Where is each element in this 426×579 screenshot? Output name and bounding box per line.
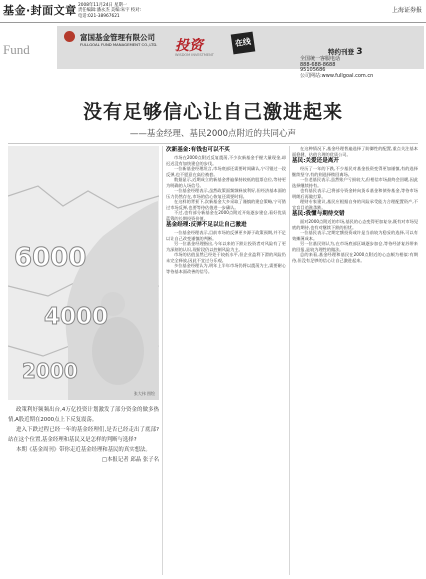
- article-column-2: [166, 146, 286, 575]
- section-heading: 次新基金:有钱也可以不买: [166, 147, 230, 153]
- title-divider: [8, 143, 418, 144]
- page-header: [0, 0, 426, 23]
- article-paragraph: 一位老基民表示,虽然账户亏损较大,但相信市场最终会回暖,因此选择继续持有。: [292, 177, 418, 188]
- article-subtitle: ——基金经理、基民2000点附近的共同心声: [129, 129, 297, 139]
- article-paragraph: 市场在2000点附近反复震荡,不少次新基金手握大量现金,却迟迟没有加快建仓的步伐。: [166, 155, 286, 166]
- article-paragraph: 政策利好频频出台,4万亿投资计划激发了部分资金的做多热情,A股近期在2000点上下反复震荡。: [8, 407, 159, 423]
- article-column-3: [292, 146, 418, 575]
- article-paragraph: 进入下跌过程已经一年的基金经理们,是否已经走出了底部?站在这个位置,基金经理和基民又是怎样的判断与选择?: [8, 427, 159, 443]
- column-title: 投资: [175, 38, 203, 54]
- column-subtitle: WISDOM INVESTMENT: [175, 53, 214, 57]
- company-website: 公司网站:www.fullgoal.com.cn: [300, 72, 374, 79]
- phone-label: 全国统一客服电话: [300, 56, 341, 62]
- illustration-art: [8, 146, 159, 400]
- header-date: 2008年11月24日 星期一: [78, 3, 128, 8]
- special-number: 3: [356, 47, 363, 57]
- header-phone: 电话:021-38967621: [78, 13, 120, 19]
- phone-number-2: 95105686: [300, 67, 326, 73]
- publication-name: 上海证券报: [391, 7, 422, 14]
- section-heading: 基民:关爱还是离开: [292, 158, 339, 164]
- article-paragraph: 本期《基金周刊》带你走近基金经理和基民的真实想法。: [16, 447, 151, 453]
- fund-label: Fund: [3, 42, 30, 57]
- article-paragraph: 一位基金经理表示,虽然政策面频频释放利好,但经济基本面的压力仍然存在,市场的信心恢复还需要时间。: [166, 188, 286, 199]
- article-column-1: [8, 405, 159, 575]
- article-paragraph: 市场的估值虽然已经处于较低水平,但企业盈利下滑的风险仍未完全释放,因此不宜过分乐观。: [166, 252, 286, 263]
- online-badge: 在线: [231, 32, 256, 55]
- photo-label-2000: 2000: [22, 359, 78, 383]
- article-paragraph: 在这样的背景下,次新基金大多采取了谨慎的建仓策略,宁可错过市场反弹,也要等待估值进一步确认。: [166, 199, 286, 210]
- article-paragraph: 数据显示,近期成立的新基金普遍保持较低的股票仓位,等待更为明确的入场信号。: [166, 177, 286, 188]
- fullgoal-logo-icon: [64, 31, 75, 42]
- article-paragraph: 一位新基金经理坦言,市场底部还需要时间确认,宁可错过一段反弹,也不愿意在高位被套。: [166, 166, 286, 177]
- photo-label-6000: 6000: [14, 243, 87, 273]
- section-label: 基金·封面文章: [3, 4, 77, 17]
- article-paragraph: 另一位基金经理指出,今年以来的下跌让投资者对风险有了更为深刻的认识,现阶段仍以控制风险为主。: [166, 241, 286, 252]
- section-heading: 基金经理:反弹不足以让自己激进: [166, 222, 247, 228]
- photo-label-4000: 4000: [44, 304, 109, 330]
- column-rule: [289, 146, 290, 575]
- company-name-cn: 富国基金管理有限公司: [80, 33, 155, 42]
- article-title: 没有足够信心让自己激进起来: [82, 101, 343, 123]
- section-heading: 基民:我懂与期待交错: [292, 211, 345, 217]
- photo-credit: 张大伟 图绘: [133, 391, 155, 396]
- special-label: 特约刊登: [328, 48, 354, 56]
- contact-block: [300, 57, 373, 79]
- header-meta: [78, 3, 141, 19]
- article-paragraph: 一位基民表示,定期定额投资或许是当前较为稳妥的选择,可以有效摊薄成本。: [292, 230, 418, 241]
- article-paragraph: 理财专家建议,基民应根据自身的风险承受能力合理配置资产,不宜盲目追涨杀跌。: [292, 199, 418, 210]
- article-paragraph: 不过,也有部分新基金在2000点附近开始逐步建仓,看好优质蓝筹的长期投资价值。: [166, 210, 286, 221]
- article-illustration: [8, 146, 159, 400]
- article-paragraph: 经历了一年的下跌,不少基民对基金投资变得更加谨慎,有的选择继续坚守,有的则选择赎回离场。: [292, 166, 418, 177]
- article-paragraph: 也有基民表示,已将部分资金转向货币基金和债券基金,等待市场明朗后再做打算。: [292, 188, 418, 199]
- article-byline: □本报记者 邱晶 张子名: [101, 457, 159, 463]
- article-paragraph: 多位基金经理认为,明年上半年市场仍将以震荡为主,需要耐心等待基本面改善的信号。: [166, 263, 286, 274]
- column-rule: [162, 146, 163, 575]
- article-paragraph: 面对2000点附近的市场,基民的心态变得更加复杂,既有对市场见底的期待,也有对继续下跌的担忧。: [292, 219, 418, 230]
- article-paragraph: 在这种情况下,基金经理普遍选择了防御性的配置,重点关注基本面稳健、估值合理的优质公司。: [292, 146, 418, 157]
- article-paragraph: 另一位基民则认为,在市场底部区域逐步加仓,等待经济复苏带来的回报,是较为理性的做法。: [292, 241, 418, 252]
- phone-number: 888-688-8688: [300, 61, 336, 68]
- company-name-en: FULLGOAL FUND MANAGEMENT CO.,LTD.: [80, 42, 158, 47]
- article-paragraph: 总的来看,基金经理和基民在2000点附近的心态颇为相似:有期待,但没有足够的信心让自己激进起来。: [292, 252, 418, 263]
- article-paragraph: 一位基金经理表示,目前市场的反弹更多源于政策预期,并不足以让自己改变谨慎的判断。: [166, 230, 286, 241]
- header-editors: 责任编辑:潘永杰 美编:朱宇 校对:: [78, 8, 141, 14]
